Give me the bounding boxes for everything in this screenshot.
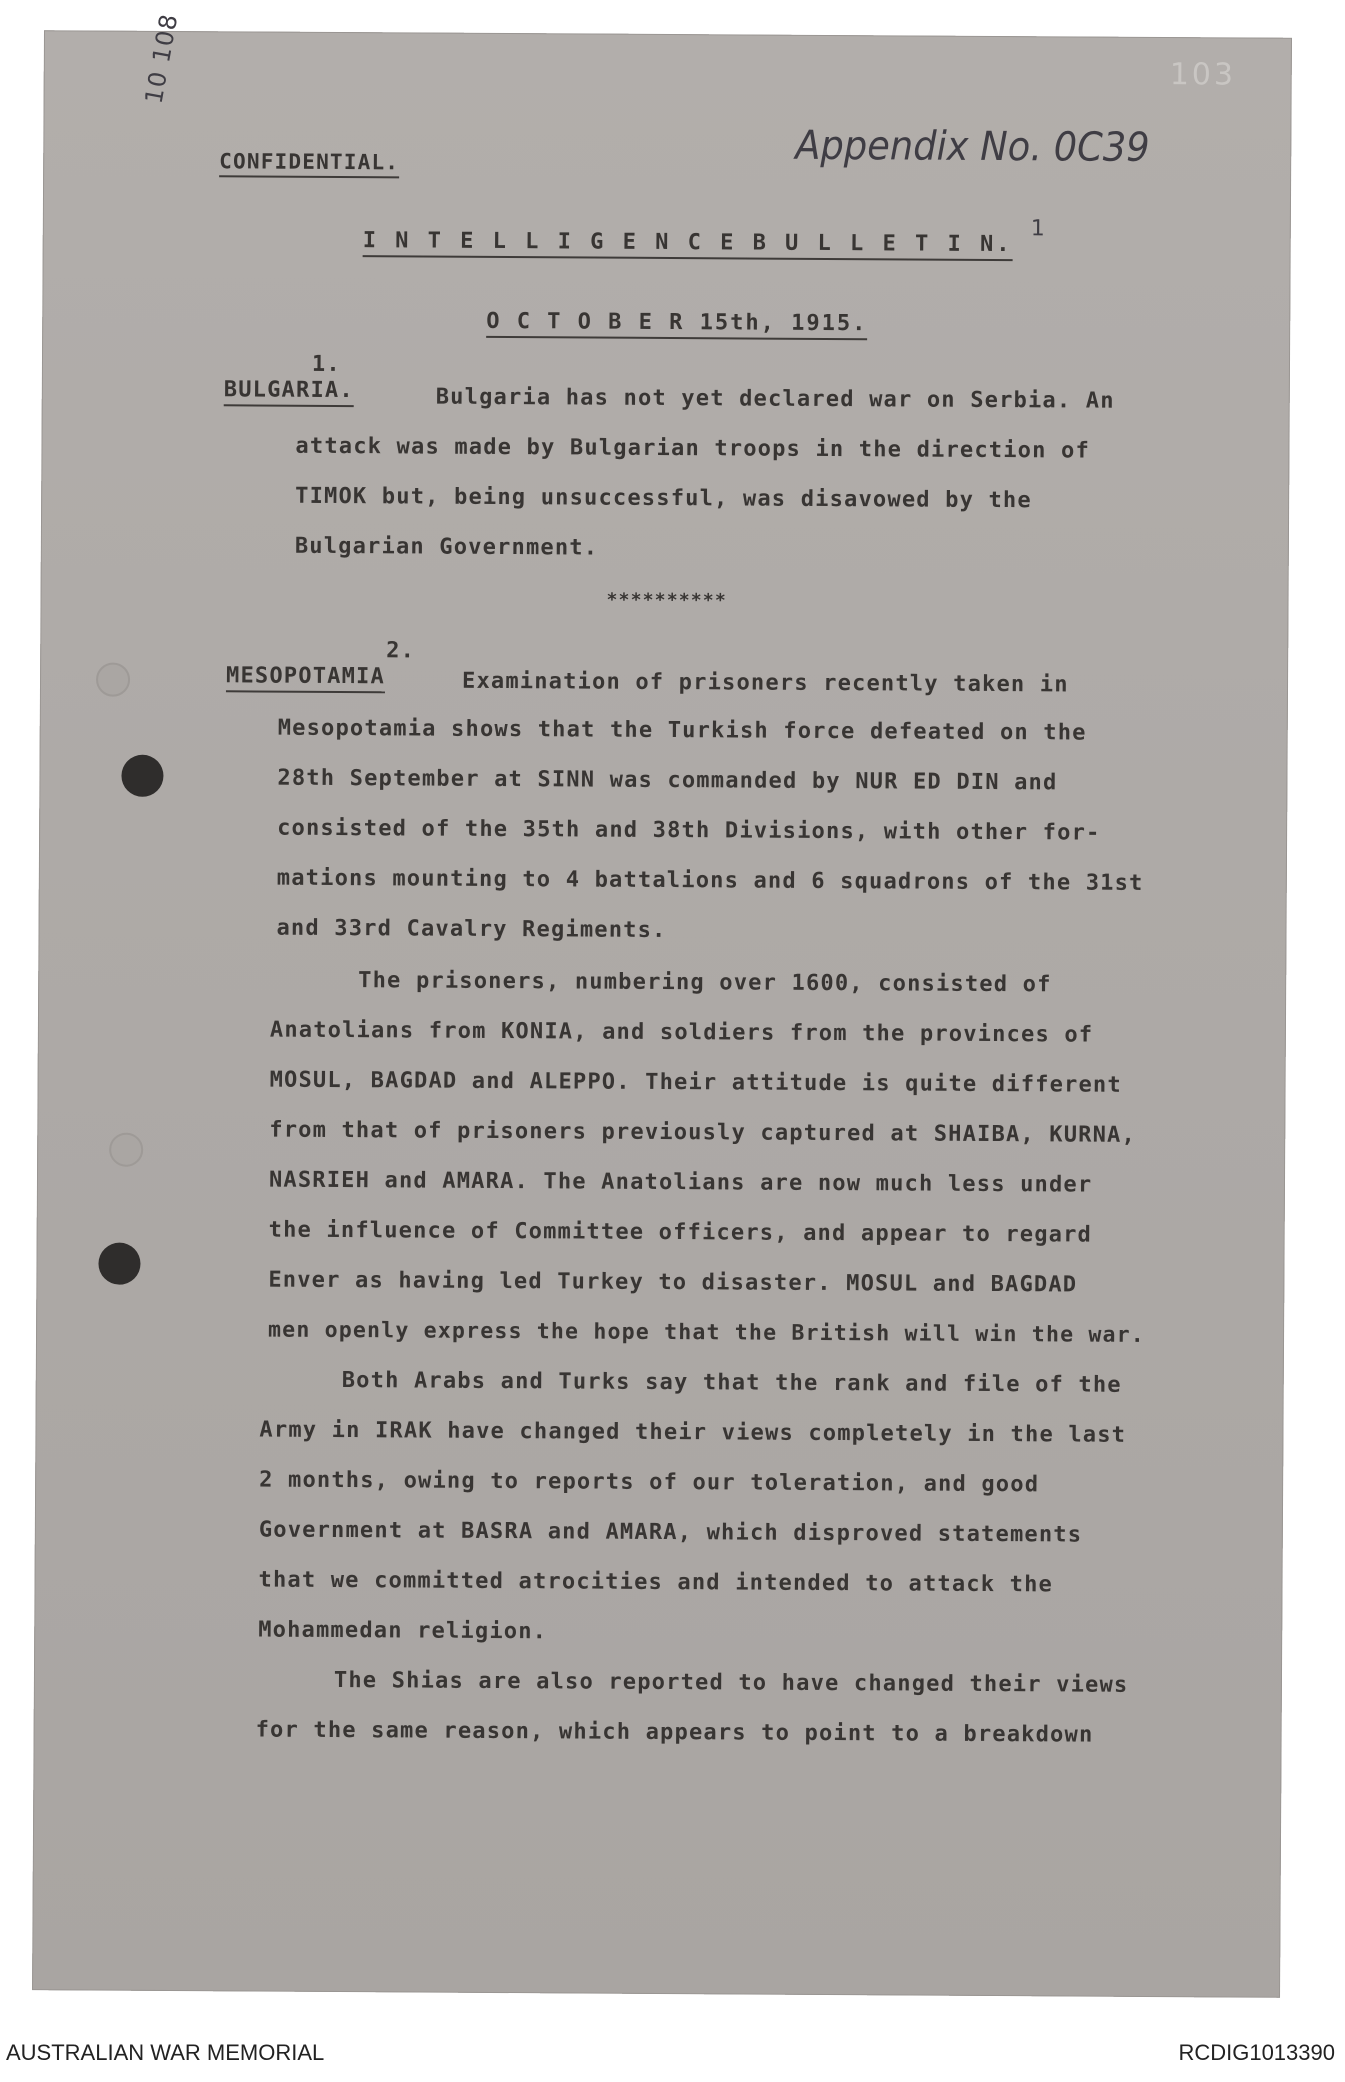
bulletin-title: I N T E L L I G E N C E B U L L E T I N. — [363, 228, 1013, 261]
section-1-line: Bulgaria has not yet declared war on Serbia. An — [435, 384, 1115, 414]
section-1-line: TIMOK but, being unsuccessful, was disavowed by the — [295, 483, 1032, 514]
section-2-line: Both Arabs and Turks say that the rank and file of the — [341, 1368, 1122, 1398]
section-2-line: NASRIEH and AMARA. The Anatolians are now much less under — [268, 1167, 1093, 1198]
footer-reference-id: RCDIG1013390 — [1178, 2040, 1335, 2065]
punch-hole-faint-top — [96, 663, 130, 697]
section-1-number: 1. — [311, 351, 341, 378]
handwritten-reference: 10 108 — [139, 11, 184, 106]
section-2-line: The prisoners, numbering over 1600, consisted of — [358, 968, 1052, 998]
section-1-line: Bulgarian Government. — [294, 533, 599, 561]
section-2-line: for the same reason, which appears to point to a breakdown — [255, 1717, 1094, 1748]
punch-hole-bottom — [98, 1243, 140, 1285]
section-2-line: the influence of Committee officers, and appear to regard — [268, 1217, 1093, 1248]
section-2-line: Mohammedan religion. — [258, 1617, 548, 1645]
section-2-line: mations mounting to 4 battalions and 6 squadrons of the 31st — [276, 865, 1144, 896]
section-2-line: Examination of prisoners recently taken in — [461, 668, 1069, 698]
section-1-heading: BULGARIA. — [224, 377, 354, 407]
appendix-stamp: Appendix No. 0C39 — [795, 122, 1150, 171]
section-2-line: 2 months, owing to reports of our toleration, and good — [259, 1467, 1040, 1498]
section-separator: ********** — [606, 589, 727, 612]
section-2-line: Army in IRAK have changed their views completely in the last — [259, 1417, 1127, 1448]
punch-hole-top — [121, 755, 163, 797]
section-2-line: and 33rd Cavalry Regiments. — [276, 915, 667, 944]
section-2-heading: MESOPOTAMIA — [226, 663, 385, 693]
section-2-line: Mesopotamia shows that the Turkish force defeated on the — [277, 715, 1087, 746]
bulletin-date: O C T O B E R 15th, 1915. — [486, 309, 867, 340]
document-page — [32, 11, 1292, 1998]
section-2-line: Government at BASRA and AMARA, which disproved statements — [258, 1517, 1083, 1548]
section-2-line: The Shias are also reported to have changed their views — [333, 1667, 1129, 1698]
section-2-line: men openly express the hope that the British will win the war. — [267, 1317, 1146, 1348]
stamp-number: 103 — [1169, 57, 1237, 93]
section-2-line: 28th September at SINN was commanded by NUR ED DIN and — [277, 765, 1058, 796]
handwritten-mark: 1 — [1030, 216, 1047, 242]
classification-heading: CONFIDENTIAL. — [219, 149, 399, 178]
punch-hole-faint-middle — [109, 1133, 143, 1167]
section-2-line: MOSUL, BAGDAD and ALEPPO. Their attitude is quite different — [269, 1067, 1122, 1098]
section-2-line: consisted of the 35th and 38th Divisions, with other for- — [277, 815, 1101, 846]
section-2-line: that we committed atrocities and intended to attack the — [258, 1567, 1054, 1598]
section-2-number: 2. — [386, 638, 416, 664]
footer-archive-name: AUSTRALIAN WAR MEMORIAL — [6, 2040, 325, 2065]
document-photo — [32, 11, 1292, 1998]
section-2-line: from that of prisoners previously captured at SHAIBA, KURNA, — [269, 1117, 1137, 1148]
section-1-line: attack was made by Bulgarian troops in the direction of — [295, 433, 1091, 464]
section-2-line: Enver as having led Turkey to disaster. MOSUL and BAGDAD — [268, 1267, 1078, 1298]
section-2-line: Anatolians from KONIA, and soldiers from the provinces of — [269, 1017, 1094, 1048]
